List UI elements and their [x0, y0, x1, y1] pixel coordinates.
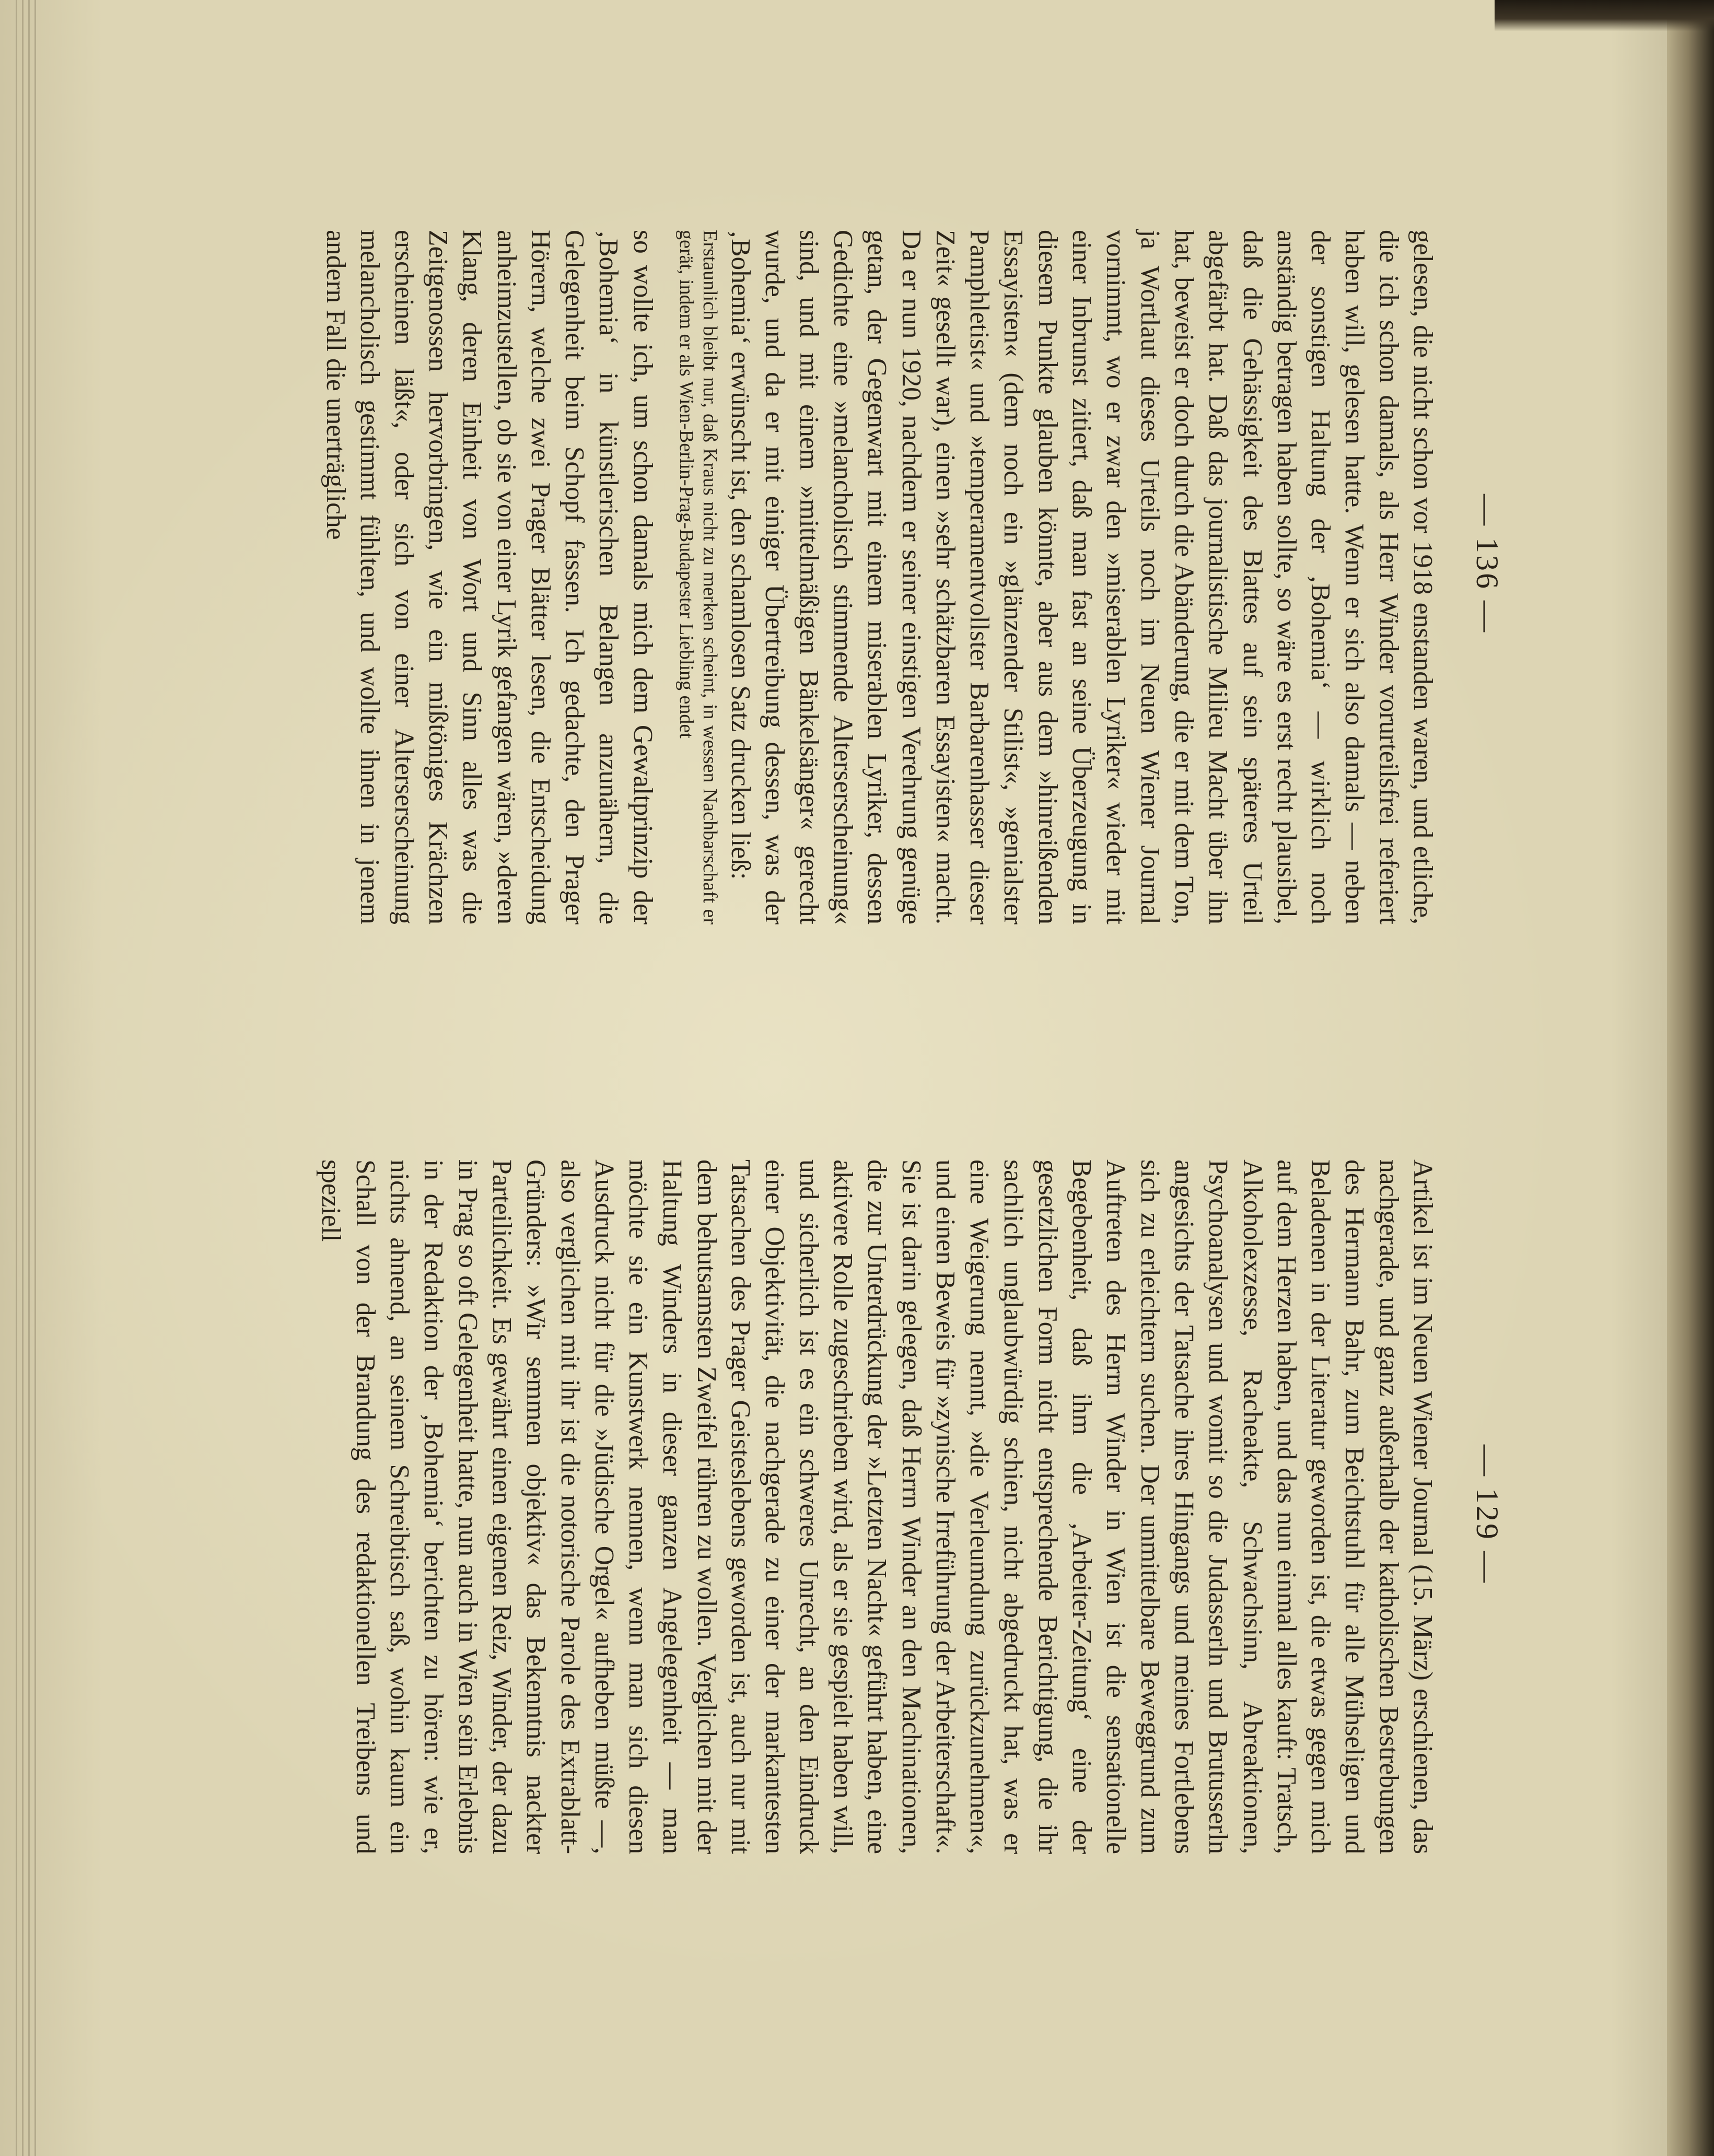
footnote-quote: Erstaunlich bleibt nur, daß Kraus nicht zu merken scheint, in wessen Nachbarschaft er gerät, indem er als Wien-Berlin-Prag-Budapester Liebling endet: [675, 230, 721, 924]
right-page-column: [314, 1159, 1440, 1854]
left-page-column: [319, 230, 1440, 924]
body-paragraph: Artikel ist im Neuen Wiener Journal (15. März) erschienen, das nachgerade, und ganz außerhalb der katholischen Bestrebungen des Hermann Bahr, zum Beichtstuhl für alle Mühseligen und Beladenen in der Literatur geworden ist, die etwas gegen mich auf dem Herzen haben, und das nun einmal alles kauft: Tratsch, Alkoholexzesse, Racheakte, Schwachsinn, Abreaktionen, Psychoanalysen und womit so die Judasserln und Brutusserln angesichts der Tatsache ihres Hingangs und meines Fortlebens sich zu erleichtern suchen. Der unmittelbare Beweggrund zum Auftreten des Herrn Winder in Wien ist die sensationelle Begebenheit, daß ihm die ‚Arbeiter-Zeitung‘ eine der gesetzlichen Form nicht entsprechende Berichtigung, die ihr sachlich unglaubwürdig schien, nicht abgedruckt hat, was er eine Weigerung nennt, »die Verleumdung zurückzunehmen«, und einen Beweis für »zynische Irreführung der Arbeiterschaft«. Sie ist darin gelegen, daß Herrn Winder an den Machinationen, die zur Unterdrückung der »Letzten Nacht« geführt haben, eine aktivere Rolle zugeschrieben wird, als er sie gespielt haben will, und sicherlich ist es ein schweres Unrecht, an den Eindruck einer Objektivität, die nachgerade zu einer der markantesten Tatsachen des Prager Geisteslebens geworden ist, auch nur mit dem behutsamsten Zweifel rühren zu wollen. Verglichen mit der Haltung Winders in dieser ganzen Angelegenheit — man möchte sie ein Kunstwerk nennen, wenn man sich diesen Ausdruck nicht für die »Jüdische Orgel« aufheben müßte —, also verglichen mit ihr ist die notorische Parole des Extrablatt-Gründers: »Wir semmen objektiv« das Bekenntnis nackter Parteilichkeit. Es gewährt einen eigenen Reiz, Winder, der dazu in Prag so oft Gelegenheit hatte, nun auch in Wien sein Erlebnis in der Redaktion der ‚Bohemia‘ berichten zu hören: wie er, nichts ahnend, an seinem Schreibtisch saß, wohin kaum ein Schall von der Brandung des redaktionellen Treibens und speziell: [316, 1159, 1438, 1854]
page-number-right: — 129 —: [1470, 1445, 1505, 1585]
page-number-left: — 136 —: [1470, 494, 1505, 634]
body-paragraph: gelesen, die nicht schon vor 1918 enstanden waren, und etliche, die ich schon damals, als Herr Winder vorurteilsfrei referiert haben will, gelesen hatte. Wenn er sich also damals — neben der sonstigen Haltung der ‚Bohemia‘ — wirklich noch anständig betragen haben sollte, so wäre es erst recht plausibel, daß die Gehässigkeit des Blattes auf sein späteres Urteil abgefärbt hat. Daß das journalistische Milieu Macht über ihn hat, beweist er doch durch die Abänderung, die er mit dem Ton, ja Wortlaut dieses Urteils noch im Neuen Wiener Journal vornimmt, wo er zwar den »miserablen Lyriker« wieder mit einer Inbrunst zitiert, daß man fast an seine Überzeugung in diesem Punkte glauben könnte, aber aus dem »hinreißenden Essayisten« (dem noch ein »glänzender Stilist«, »genialster Pamphletist« und »temperamentvollster Barbarenhasser dieser Zeit« gesellt war), einen »sehr schätzbaren Essayisten« macht. Da er nun 1920, nachdem er seiner einstigen Verehrung genüge getan, der Gegenwart mit einem miserablen Lyriker, dessen Gedichte eine »melancholisch stimmende Alterserscheinung« sind, und mit einem »mittelmäßigen Bänkelsänger« gerecht wurde, und da er mit einiger Übertreibung dessen, was der ‚Bohemia‘ erwünscht ist, den schamlosen Satz drucken ließ:: [726, 230, 1438, 924]
body-paragraph: so wollte ich, um schon damals mich dem Gewaltprinzip der ‚Bohemia‘ in künstlerischen Belangen anzunähern, die Gelegenheit beim Schopf fassen. Ich gedachte, den Prager Hörern, welche zwei Prager Blätter lesen, die Entscheidung anheimzustellen, ob sie von einer Lyrik gefangen wären, »deren Klang, deren Einheit von Wort und Sinn alles was die Zeitgenossen hervorbringen, wie ein mißtöniges Krächzen erscheinen läßt«, oder sich von einer Alterserscheinung melancholisch gestimmt fühlten, und wollte ihnen in jenem andern Fall die unerträgliche: [321, 230, 658, 924]
